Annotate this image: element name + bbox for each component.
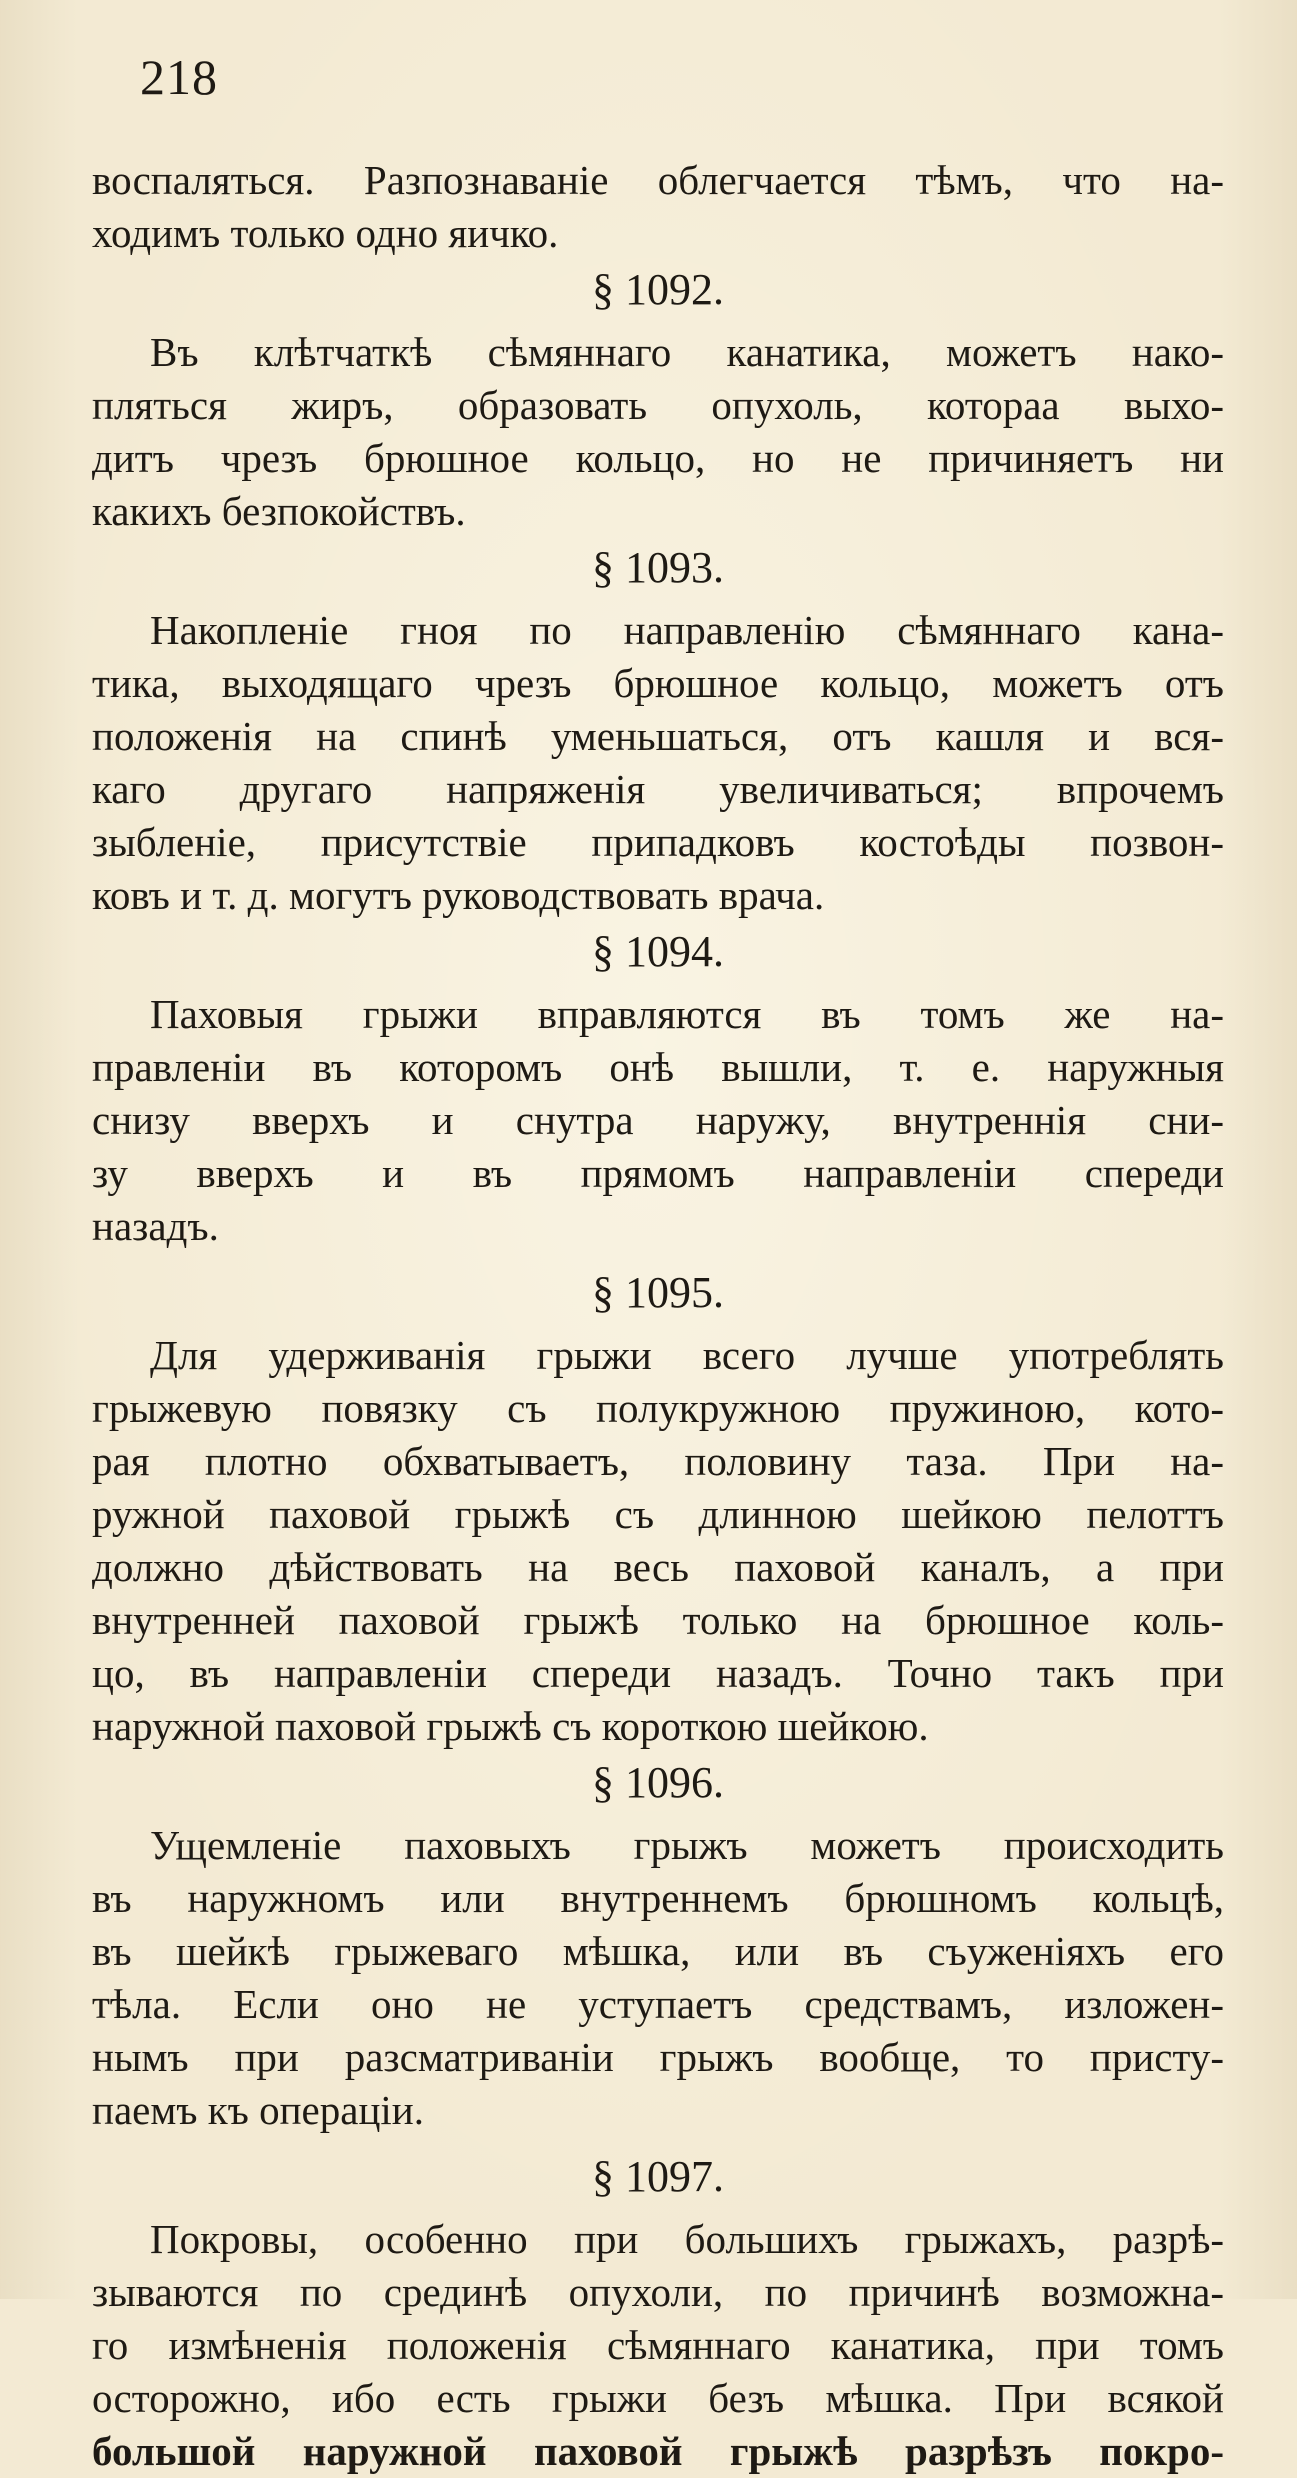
text-line: въ шейкѣ грыжеваго мѣшка, или въ съуженіяхъ его xyxy=(92,1928,1224,1974)
text-line: Ущемленіе паховыхъ грыжъ можетъ происходить xyxy=(150,1822,1224,1868)
text-line: воспаляться. Разпознаваніе облегчается тѣмъ, что на- xyxy=(92,157,1224,203)
section-heading: § 1094. xyxy=(592,927,724,976)
text-line: снизу вверхъ и снутра наружу, внутреннія сни- xyxy=(92,1097,1224,1143)
text-line: тика, выходящаго чрезъ брюшное кольцо, можетъ отъ xyxy=(92,660,1224,706)
text-line: каго другаго напряженія увеличиваться; впрочемъ xyxy=(92,766,1224,812)
text-line: правленіи въ которомъ онѣ вышли, т. е. наружныя xyxy=(92,1044,1224,1090)
text-line: большой наружной паховой грыжѣ разрѣзъ покро- xyxy=(92,2428,1224,2474)
text-line: грыжевую повязку съ полукружною пружиною, кото- xyxy=(92,1385,1224,1431)
text-line: цо, въ направленіи спереди назадъ. Точно такъ при xyxy=(92,1650,1224,1696)
text-line: Покровы, особенно при большихъ грыжахъ, разрѣ- xyxy=(150,2216,1224,2262)
section-heading: § 1096. xyxy=(592,1758,724,1807)
text-line: ружной паховой грыжѣ съ длинною шейкою пелоттъ xyxy=(92,1491,1224,1537)
text-line: ковъ и т. д. могутъ руководствовать врача. xyxy=(92,872,825,918)
text-line: должно дѣйствовать на весь паховой каналъ, а при xyxy=(92,1544,1224,1590)
text-line: какихъ безпокойствъ. xyxy=(92,488,466,534)
text-line: рая плотно обхватываетъ, половину таза. При на- xyxy=(92,1438,1224,1484)
text-line: тѣла. Если оно не уступаетъ средствамъ, изложен- xyxy=(92,1981,1224,2027)
section-heading: § 1093. xyxy=(592,543,724,592)
text-line: Въ клѣтчаткѣ сѣмяннаго канатика, можетъ нако- xyxy=(150,329,1224,375)
text-line: осторожно, ибо есть грыжи безъ мѣшка. При всякой xyxy=(92,2375,1224,2421)
text-line: дитъ чрезъ брюшное кольцо, но не причиняетъ ни xyxy=(92,435,1224,481)
text-line: Накопленіе гноя по направленію сѣмяннаго кана- xyxy=(150,607,1224,653)
text-line: зываются по срединѣ опухоли, по причинѣ возможна- xyxy=(92,2269,1224,2315)
text-line: Паховыя грыжи вправляются въ томъ же на- xyxy=(150,991,1224,1037)
page-number: 218 xyxy=(140,49,218,105)
text-line: зыбленіе, присутствіе припадковъ костоѣды позвон- xyxy=(92,819,1224,865)
text-line: Для удерживанія грыжи всего лучше употреблять xyxy=(150,1332,1224,1378)
text-line: внутренней паховой грыжѣ только на брюшное коль- xyxy=(92,1597,1224,1643)
text-line: наружной паховой грыжѣ съ короткою шейкою. xyxy=(92,1703,929,1749)
text-line: въ наружномъ или внутреннемъ брюшномъ кольцѣ, xyxy=(92,1875,1224,1921)
text-line: нымъ при разсматриваніи грыжъ вообще, то присту- xyxy=(92,2034,1224,2080)
section-heading: § 1092. xyxy=(592,265,724,314)
text-line: паемъ къ операціи. xyxy=(92,2087,424,2133)
text-line: назадъ. xyxy=(92,1203,219,1249)
text-line: го измѣненія положенія сѣмяннаго канатика, при томъ xyxy=(92,2322,1224,2368)
page-text xyxy=(92,154,1224,2478)
text-line: положенія на спинѣ уменьшаться, отъ кашля и вся- xyxy=(92,713,1224,759)
text-line: ходимъ только одно яичко. xyxy=(92,210,559,256)
text-line: зу вверхъ и въ прямомъ направленіи спереди xyxy=(92,1150,1224,1196)
section-heading: § 1097. xyxy=(592,2152,724,2201)
section-heading: § 1095. xyxy=(592,1268,724,1317)
text-line: пляться жиръ, образовать опухоль, котораа выхо- xyxy=(92,382,1224,428)
